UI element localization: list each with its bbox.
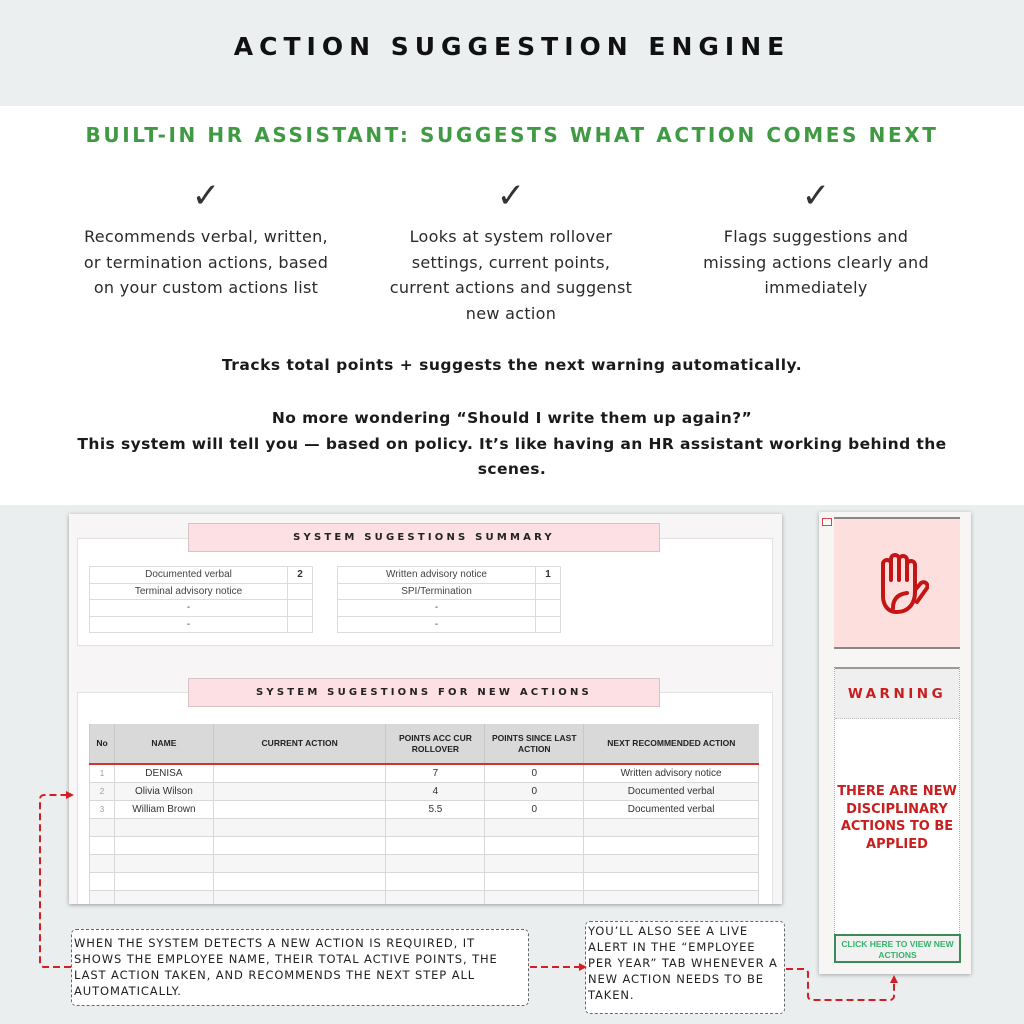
employee-name[interactable]: Olivia Wilson [114,782,213,800]
empty-cell[interactable] [114,854,213,872]
summary-row [90,600,313,617]
spreadsheet-view [69,514,782,904]
page-subtitle: BUILT-IN HR ASSISTANT: SUGGESTS WHAT ACTION COMES NEXT [85,123,939,147]
summary-label: - [338,600,536,617]
summary-row [90,583,313,600]
summary-table-right [337,566,561,633]
summary-count: 1 [536,567,561,584]
empty-cell[interactable] [90,890,115,904]
feature-text: Recommends verbal, written, or termination actions, based on your custom actions list [83,227,329,297]
summary-row [338,616,561,633]
summary-row [338,600,561,617]
employee-name[interactable]: William Brown [114,800,213,818]
empty-table-row[interactable] [90,818,759,836]
empty-cell[interactable] [90,818,115,836]
callout-live-alert: YOU’LL ALSO SEE A LIVE ALERT IN THE “EMPLOYEE PER YEAR” TAB WHENEVER A NEW ACTION NEEDS TO BE TAKEN. [585,921,785,1014]
summary-table-left [89,566,313,633]
summary-row [90,567,313,584]
empty-cell[interactable] [485,854,584,872]
points-since-last[interactable]: 0 [485,764,584,782]
stop-hand-panel [834,517,960,649]
summary-label: - [90,600,288,617]
row-number[interactable]: 3 [90,800,115,818]
tagline: Tracks total points + suggests the next warning automatically. [221,356,803,374]
summary-label: - [338,616,536,633]
next-recommended-action[interactable]: Documented verbal [584,800,759,818]
summary-label: SPI/Termination [338,583,536,600]
callout-detect: WHEN THE SYSTEM DETECTS A NEW ACTION IS REQUIRED, IT SHOWS THE EMPLOYEE NAME, THEIR TOTAL ACTIVE POINTS, THE LAST ACTION TAKEN, AND RECOMMENDS THE NEXT STEP ALL AUTOMATICALLY. [71,929,529,1006]
next-recommended-action[interactable]: Written advisory notice [584,764,759,782]
points-since-last[interactable]: 0 [485,800,584,818]
table-header-row [90,724,759,764]
summary-label: Documented verbal [90,567,288,584]
summary-row [90,616,313,633]
col-name: NAME [114,724,213,764]
empty-cell[interactable] [485,836,584,854]
table-row[interactable] [90,800,759,818]
col-current-action: CURRENT ACTION [213,724,386,764]
feature-looks-at [386,176,636,326]
empty-cell[interactable] [386,818,485,836]
description-line-1: No more wondering “Should I write them up again?” [271,409,753,427]
empty-cell[interactable] [485,872,584,890]
row-number[interactable]: 1 [90,764,115,782]
empty-cell[interactable] [90,872,115,890]
col-no: No [90,724,115,764]
summary-banner: SYSTEM SUGESTIONS SUMMARY [188,523,660,552]
empty-cell[interactable] [386,854,485,872]
feature-recommends [81,176,331,301]
header-band [0,0,1024,106]
description-line-2: This system will tell you — based on policy. It’s like having an HR assistant working behind the scenes. [77,434,947,478]
empty-cell[interactable] [386,872,485,890]
feature-text: Looks at system rollover settings, current points, current actions and suggenst new action [389,227,633,323]
actions-banner: SYSTEM SUGESTIONS FOR NEW ACTIONS [188,678,660,707]
feature-flags [691,176,941,301]
summary-row [338,567,561,584]
table-row[interactable] [90,782,759,800]
empty-table-row[interactable] [90,872,759,890]
empty-cell[interactable] [213,836,386,854]
next-recommended-action[interactable]: Documented verbal [584,782,759,800]
comment-indicator-icon [822,518,832,526]
empty-cell[interactable] [114,836,213,854]
check-icon: ✓ [191,176,221,216]
points-since-last[interactable]: 0 [485,782,584,800]
empty-cell[interactable] [584,872,759,890]
page-title: ACTION SUGGESTION ENGINE [233,32,791,61]
empty-cell[interactable] [584,890,759,904]
col-points-acc: POINTS ACC CUR ROLLOVER [386,724,485,764]
warning-heading: WARNING [835,669,959,719]
summary-count: 2 [288,567,313,584]
empty-table-row[interactable] [90,890,759,904]
empty-cell[interactable] [213,854,386,872]
empty-cell[interactable] [114,818,213,836]
summary-label: Terminal advisory notice [90,583,288,600]
empty-cell[interactable] [213,890,386,904]
summary-count [536,616,561,633]
actions-table [89,724,759,904]
feature-text: Flags suggestions and missing actions clearly and immediately [703,227,929,297]
stop-hand-icon [865,550,929,616]
empty-cell[interactable] [90,836,115,854]
table-row[interactable] [90,764,759,782]
warning-box [834,667,960,962]
points-acc-rollover[interactable]: 4 [386,782,485,800]
current-action[interactable] [213,800,386,818]
summary-row [338,583,561,600]
empty-table-row[interactable] [90,854,759,872]
empty-cell[interactable] [485,890,584,904]
current-action[interactable] [213,764,386,782]
empty-cell[interactable] [213,872,386,890]
current-action[interactable] [213,782,386,800]
empty-cell[interactable] [584,818,759,836]
col-next-action: NEXT RECOMMENDED ACTION [584,724,759,764]
check-icon: ✓ [801,176,831,216]
summary-count [288,616,313,633]
summary-count [288,583,313,600]
empty-cell[interactable] [584,854,759,872]
empty-cell[interactable] [114,872,213,890]
summary-label: - [90,616,288,633]
summary-count [536,583,561,600]
empty-cell[interactable] [386,890,485,904]
points-acc-rollover[interactable]: 7 [386,764,485,782]
summary-label: Written advisory notice [338,567,536,584]
summary-count [288,600,313,617]
check-icon: ✓ [496,176,526,216]
empty-cell[interactable] [485,818,584,836]
points-acc-rollover[interactable]: 5.5 [386,800,485,818]
empty-cell[interactable] [114,890,213,904]
description-paragraph [60,406,964,483]
summary-count [536,600,561,617]
empty-cell[interactable] [213,818,386,836]
employee-name[interactable]: DENISA [114,764,213,782]
view-new-actions-button[interactable]: CLICK HERE TO VIEW NEW ACTIONS [834,934,961,963]
col-points-since: POINTS SINCE LAST ACTION [485,724,584,764]
warning-sidebar [819,512,971,974]
empty-cell[interactable] [584,836,759,854]
empty-cell[interactable] [386,836,485,854]
empty-cell[interactable] [90,854,115,872]
row-number[interactable]: 2 [90,782,115,800]
empty-table-row[interactable] [90,836,759,854]
warning-message: THERE ARE NEW DISCIPLINARY ACTIONS TO BE APPLIED [837,784,957,852]
